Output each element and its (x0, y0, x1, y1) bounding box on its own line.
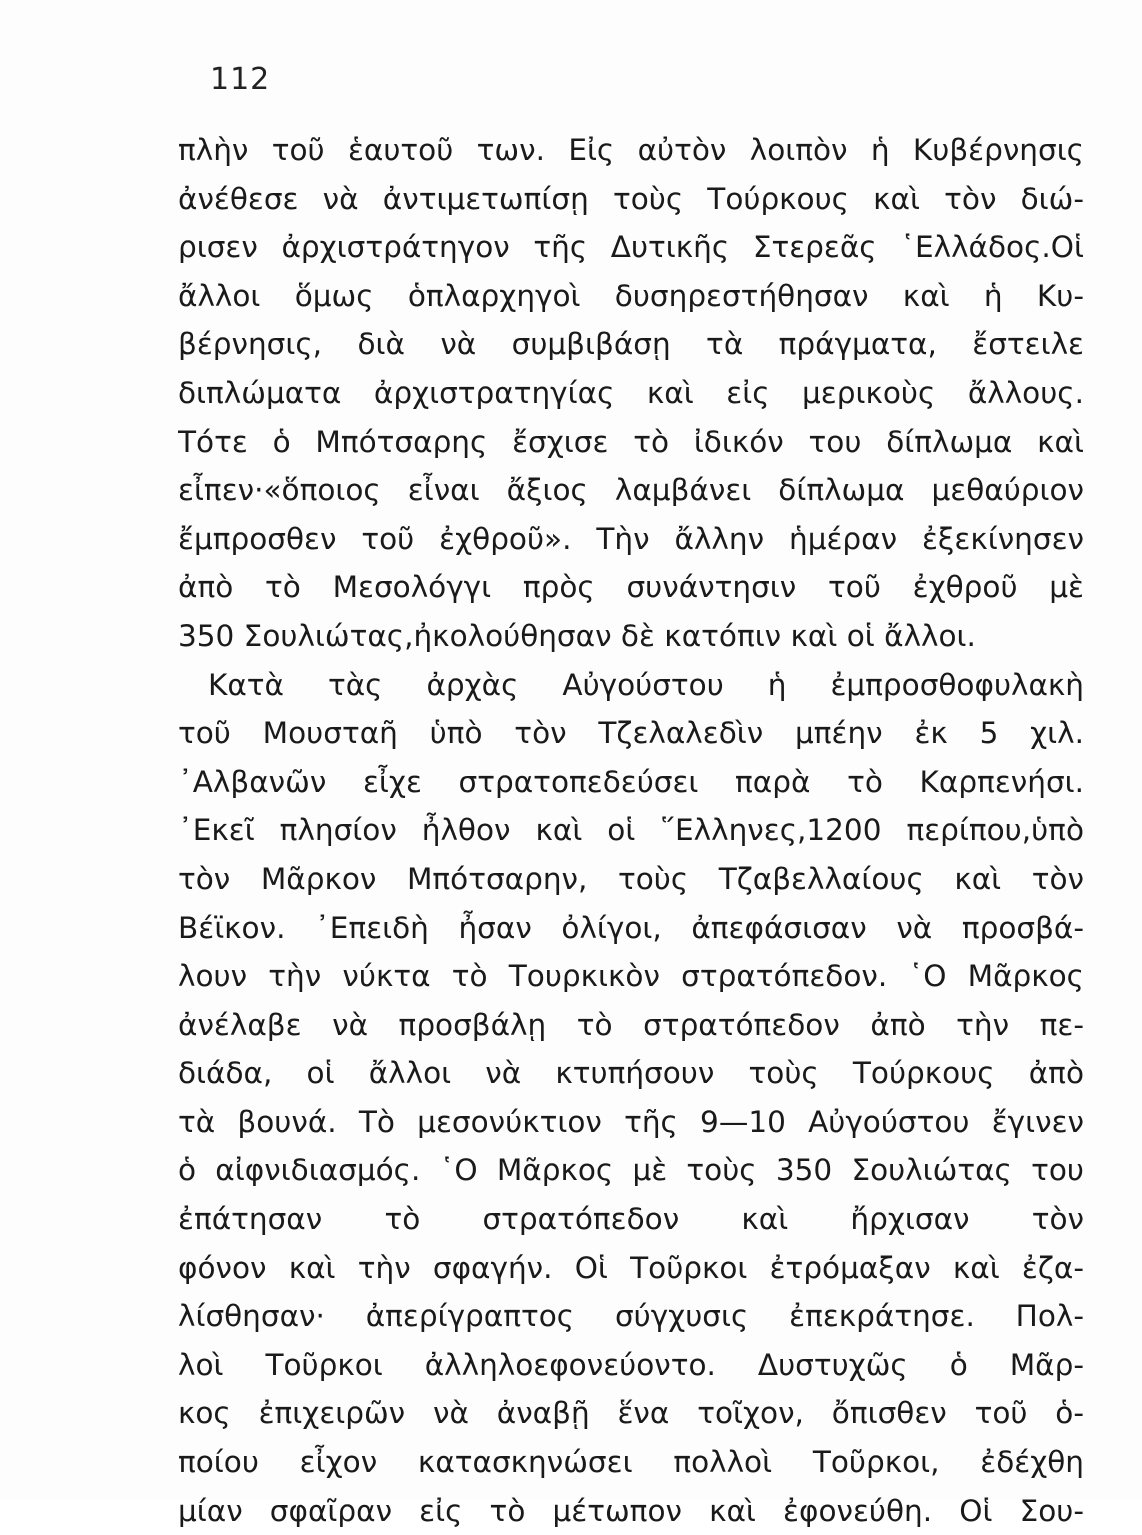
text-line: τὸν Μᾶρκον Μπότσαρην, τοὺς Τζαβελλαίους καὶ τὸν (178, 861, 1084, 896)
text-line: 350 Σουλιώτας,ἠκολούθησαν δὲ κατόπιν καὶ οἱ ἄλλοι. (178, 618, 976, 653)
body-text (178, 126, 1084, 1535)
text-line: ᾽Εκεῖ πλησίον ἦλθον καὶ οἱ ῞Ελληνες,1200 περίπου,ὑπὸ (178, 813, 1084, 848)
text-line: εἶπεν·«ὅποιος εἶναι ἄξιος λαμβάνει δίπλωμα μεθαύριον (178, 473, 1084, 508)
text-line: πλὴν τοῦ ἑαυτοῦ των. Εἰς αὐτὸν λοιπὸν ἡ Κυβέρνησις (178, 133, 1084, 167)
text-line: ᾽Αλβανῶν εἶχε στρατοπεδεύσει παρὰ τὸ Καρπενήσι. (178, 764, 1084, 799)
text-line: μίαν σφαῖραν εἰς τὸ μέτωπον καὶ ἐφονεύθη. Οἱ Σου- (178, 1493, 1084, 1528)
text-line: τοῦ Μουσταῆ ὑπὸ τὸν Τζελαλεδὶν μπέην ἐκ 5 χιλ. (178, 716, 1084, 751)
text-line: λοὶ Τοῦρκοι ἀλληλοεφονεύοντο. Δυστυχῶς ὁ Μᾶρ- (178, 1347, 1084, 1382)
text-line: ἄλλοι ὅμως ὁπλαρχηγοὶ δυσηρεστήθησαν καὶ ἡ Κυ- (178, 278, 1084, 313)
text-line: φόνον καὶ τὴν σφαγήν. Οἱ Τοῦρκοι ἐτρόμαξαν καὶ ἐζα- (178, 1250, 1084, 1285)
text-line: ἀνέλαβε νὰ προσβάλῃ τὸ στρατόπεδον ἀπὸ τὴν πε- (178, 1007, 1084, 1042)
text-line: Τότε ὁ Μπότσαρης ἔσχισε τὸ ἰδικόν του δίπλωμα καὶ (178, 424, 1084, 459)
text-line: βέρνησις, διὰ νὰ συμβιβάσῃ τὰ πράγματα, ἔστειλε (178, 327, 1084, 362)
text-line: διπλώματα ἀρχιστρατηγίας καὶ εἰς μερικοὺς ἄλλους. (178, 375, 1084, 410)
text-line: ποίου εἶχον κατασκηνώσει πολλοὶ Τοῦρκοι, ἐδέχθη (178, 1445, 1084, 1480)
page-number: 112 (210, 62, 271, 97)
text-line: ἐπάτησαν τὸ στρατόπεδον καὶ ἤρχισαν τὸν (178, 1202, 1084, 1237)
text-line: λίσθησαν· ἀπερίγραπτος σύγχυσις ἐπεκράτησε. Πολ- (178, 1299, 1084, 1334)
text-line: κος ἐπιχειρῶν νὰ ἀναβῇ ἕνα τοῖχον, ὄπισθεν τοῦ ὁ- (178, 1396, 1084, 1431)
text-line: λουν τὴν νύκτα τὸ Τουρκικὸν στρατόπεδον. ῾Ο Μᾶρκος (178, 959, 1084, 994)
text-line: διάδα, οἱ ἄλλοι νὰ κτυπήσουν τοὺς Τούρκους ἀπὸ (178, 1056, 1084, 1091)
text-line: τὰ βουνά. Τὸ μεσονύκτιον τῆς 9—10 Αὐγούστου ἔγινεν (178, 1104, 1084, 1139)
text-line: ἔμπροσθεν τοῦ ἐχθροῦ». Τὴν ἄλλην ἡμέραν ἐξεκίνησεν (178, 521, 1084, 556)
paragraph-start-line: Κατὰ τὰς ἀρχὰς Αὐγούστου ἡ ἐμπροσθοφυλακὴ (208, 667, 1084, 702)
text-line: ἀπὸ τὸ Μεσολόγγι πρὸς συνάντησιν τοῦ ἐχθροῦ μὲ (178, 570, 1084, 605)
text-line: ὁ αἰφνιδιασμός. ῾Ο Μᾶρκος μὲ τοὺς 350 Σουλιώτας του (178, 1153, 1084, 1188)
text-line: ρισεν ἀρχιστράτηγον τῆς Δυτικῆς Στερεᾶς ῾Ελλάδος.Οἱ (178, 230, 1084, 265)
text-line: Βέϊκον. ᾽Επειδὴ ἦσαν ὀλίγοι, ἀπεφάσισαν νὰ προσβά- (178, 910, 1084, 945)
text-line: ἀνέθεσε νὰ ἀντιμετωπίσῃ τοὺς Τούρκους καὶ τὸν διώ- (178, 181, 1084, 216)
